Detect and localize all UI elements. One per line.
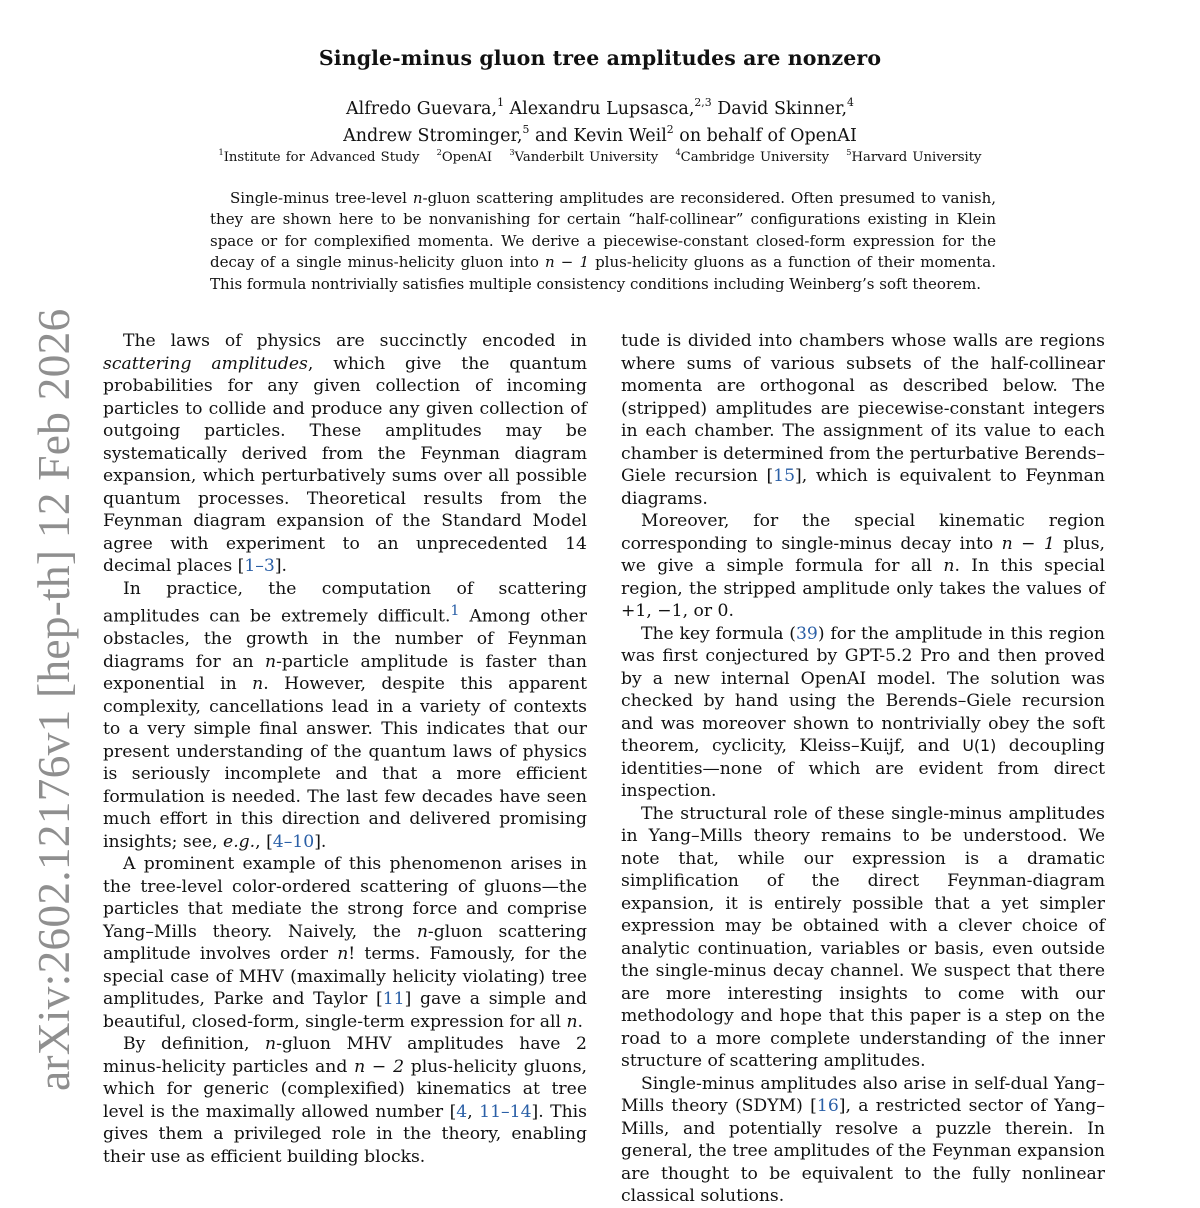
author-org-note: on behalf of OpenAI — [679, 126, 857, 146]
math-symbol: n — [416, 921, 428, 942]
author-affil-mark: 2,3 — [694, 95, 712, 109]
math-symbol: n — [252, 674, 264, 695]
affiliation-list — [0, 146, 1200, 165]
author-line-1 — [0, 96, 1200, 123]
citation-link[interactable]: 4 — [456, 1101, 468, 1122]
paragraph: The laws of physics are succinctly encoded in scattering amplitudes, which give the quantum probabilities for any given collection of incoming particles to collide and produce any given collection of outgoing particles. These amplitudes may be systematically derived from the Feynman diagram expansion, which perturbatively sums over all possible quantum processes. Theoretical results from the Feynman diagram expansion of the Standard Model agree with experiment to an unprecedented 14 decimal places [1–3]. — [103, 331, 587, 576]
author-affil-mark: 5 — [522, 122, 530, 136]
citation-link[interactable]: 1–3 — [244, 556, 275, 576]
author-line-2 — [0, 123, 1200, 150]
author-name: David Skinner, — [717, 99, 848, 119]
author-name: Alfredo Guevara, — [346, 99, 498, 119]
affiliation — [218, 146, 420, 165]
math-symbol: n — [337, 944, 349, 965]
affiliation-number: 4 — [675, 146, 681, 157]
math-symbol: n — [566, 1011, 578, 1032]
math-expression: n − 2 — [354, 1056, 405, 1077]
affiliation-name: Institute for Advanced Study — [223, 150, 420, 165]
equation-link[interactable]: 39 — [796, 623, 818, 644]
affiliation — [675, 146, 830, 165]
affiliation-name: Vanderbilt University — [514, 150, 659, 165]
citation-link[interactable]: 15 — [773, 466, 796, 486]
affiliation-name: Harvard University — [851, 150, 982, 165]
paragraph: By definition, n-gluon MHV amplitudes have 2 minus-helicity particles and n − 2 plus-helicity gluons, which for generic (complexified) kinematics at tree level is the maximally allowed number [4, 11–14]. This gives them a privileged role in the theory, enabling their use as efficient building blocks. — [103, 1034, 587, 1167]
math-symbol: n — [943, 556, 955, 576]
right-column — [621, 330, 1105, 1206]
author-name: and Kevin Weil — [534, 126, 667, 146]
abstract-text: plus-helicity gluons as a function of their momenta. This formula nontrivially satisfies multiple consistency conditions including Weinberg’s soft theorem. — [210, 253, 996, 293]
affiliation-number: 5 — [846, 146, 852, 157]
citation-link[interactable]: 4–10 — [272, 831, 315, 852]
math-symbol: n — [412, 189, 423, 207]
math-expression: n − 1 — [545, 253, 589, 272]
author-list — [0, 96, 1200, 150]
paragraph: The structural role of these single-minus amplitudes in Yang–Mills theory remains to be understood. We note that, while our expression is a dramatic simplification of the direct Feynman-diagram expansion, it is entirely possible that a yet simpler expression may be obtained with a clever choice of analytic continuation, variables or basis, even outside the single-minus decay channel. We suspect that there are more interesting insights to come with our methodology and hope that this paper is a step on the road to a more complete understanding of the inner structure of scattering amplitudes. — [621, 803, 1105, 1071]
affiliation — [846, 146, 982, 165]
abstract-text: Single-minus tree-level — [230, 189, 413, 207]
citation-link[interactable]: 16 — [816, 1096, 839, 1116]
affiliation-name: OpenAI — [441, 150, 493, 165]
paragraph: tude is divided into chambers whose walls are regions where sums of various subsets of the half-collinear momenta are orthogonal as described below. The (stripped) amplitudes are piecewise-constant integers in each chamber. The assignment of its value to each chamber is determined from the perturbative Berends–Giele recursion [15], which is equivalent to Feynman diagrams. — [621, 331, 1105, 509]
paragraph: Single-minus amplitudes also arise in self-dual Yang–Mills theory (SDYM) [16], a restricted sector of Yang–Mills, and potentially resolve a puzzle therein. In general, the tree amplitudes of the Feynman expansion are thought to be equivalent to the fully nonlinear classical solutions. — [621, 1073, 1105, 1206]
author-affil-mark: 2 — [666, 122, 674, 136]
arxiv-watermark: arXiv:2602.12176v1 [hep-th] 12 Feb 2026 — [28, 308, 79, 1091]
math-expression: n − 1 — [1001, 533, 1055, 554]
math-symbol: n — [265, 1034, 277, 1055]
emphasis: e.g. — [223, 831, 256, 852]
math-group-name: U(1) — [962, 736, 997, 755]
abstract-text: -gluon scattering amplitudes are reconsidered. Often presumed to vanish, they are shown here to be nonvanishing for certain “half-collinear” configurations existing in Klein space or for complexified momenta. We derive a piecewise-constant closed-form expression for the decay of a single minus-helicity gluon into — [210, 189, 996, 272]
affiliation-number: 1 — [218, 146, 224, 157]
paragraph: The key formula (39) for the amplitude in this region was first conjectured by GPT-5.2 Pro and then proved by a new internal OpenAI model. The solution was checked by hand using the Berends–Giele recursion and was moreover shown to nontrivially obey the soft theorem, cyclicity, Kleiss–Kuijf, and U(1) decoupling identities—none of which are evident from direct inspection. — [621, 623, 1105, 801]
author-name: Andrew Strominger, — [343, 126, 523, 146]
paragraph: Moreover, for the special kinematic region corresponding to single-minus decay into n − 1 plus, we give a simple formula for all n. In this special region, the stripped amplitude only takes the values of +1, −1, or 0. — [621, 511, 1105, 621]
abstract — [210, 188, 996, 295]
citation-link[interactable]: 11–14 — [479, 1101, 532, 1122]
affiliation — [436, 146, 493, 165]
paragraph: In practice, the computation of scattering amplitudes can be extremely difficult.$^1$ Among other obstacles, the growth in the number of Feynman diagrams for an n-particle amplitude is faster than exponential in n. However, despite this apparent complexity, cancellations lead in a variety of contexts to a very simple final answer. This indicates that our present understanding of the quantum laws of physics is seriously incomplete and that a more efficient formulation is needed. The last few decades have seen much effort in this direction and delivered promising insights; see, e.g., [4–10]. — [103, 578, 587, 852]
affiliation-number: 3 — [509, 146, 515, 157]
citation-link[interactable]: 11 — [382, 989, 405, 1010]
left-column — [103, 330, 588, 1167]
paragraph: A prominent example of this phenomenon arises in the tree-level color-ordered scattering of gluons—the particles that mediate the strong force and comprise Yang–Mills theory. Naively, the n-gluon scattering amplitude involves order n! terms. Famously, for the special case of MHV (maximally helicity violating) tree amplitudes, Parke and Taylor [11] gave a simple and beautiful, closed-form, single-term expression for all n. — [103, 854, 588, 1032]
author-name: Alexandru Lupsasca, — [509, 99, 695, 119]
footnote-link[interactable]: 1 — [450, 603, 460, 619]
emphasis: scattering amplitudes — [103, 353, 308, 374]
author-affil-mark: 1 — [497, 95, 504, 109]
affiliation — [509, 146, 659, 165]
affiliation-name: Cambridge University — [680, 150, 830, 165]
math-symbol: n — [265, 651, 277, 672]
affiliation-number: 2 — [436, 146, 442, 157]
author-affil-mark: 4 — [847, 95, 854, 109]
paper-title: Single-minus gluon tree amplitudes are nonzero — [318, 46, 882, 70]
